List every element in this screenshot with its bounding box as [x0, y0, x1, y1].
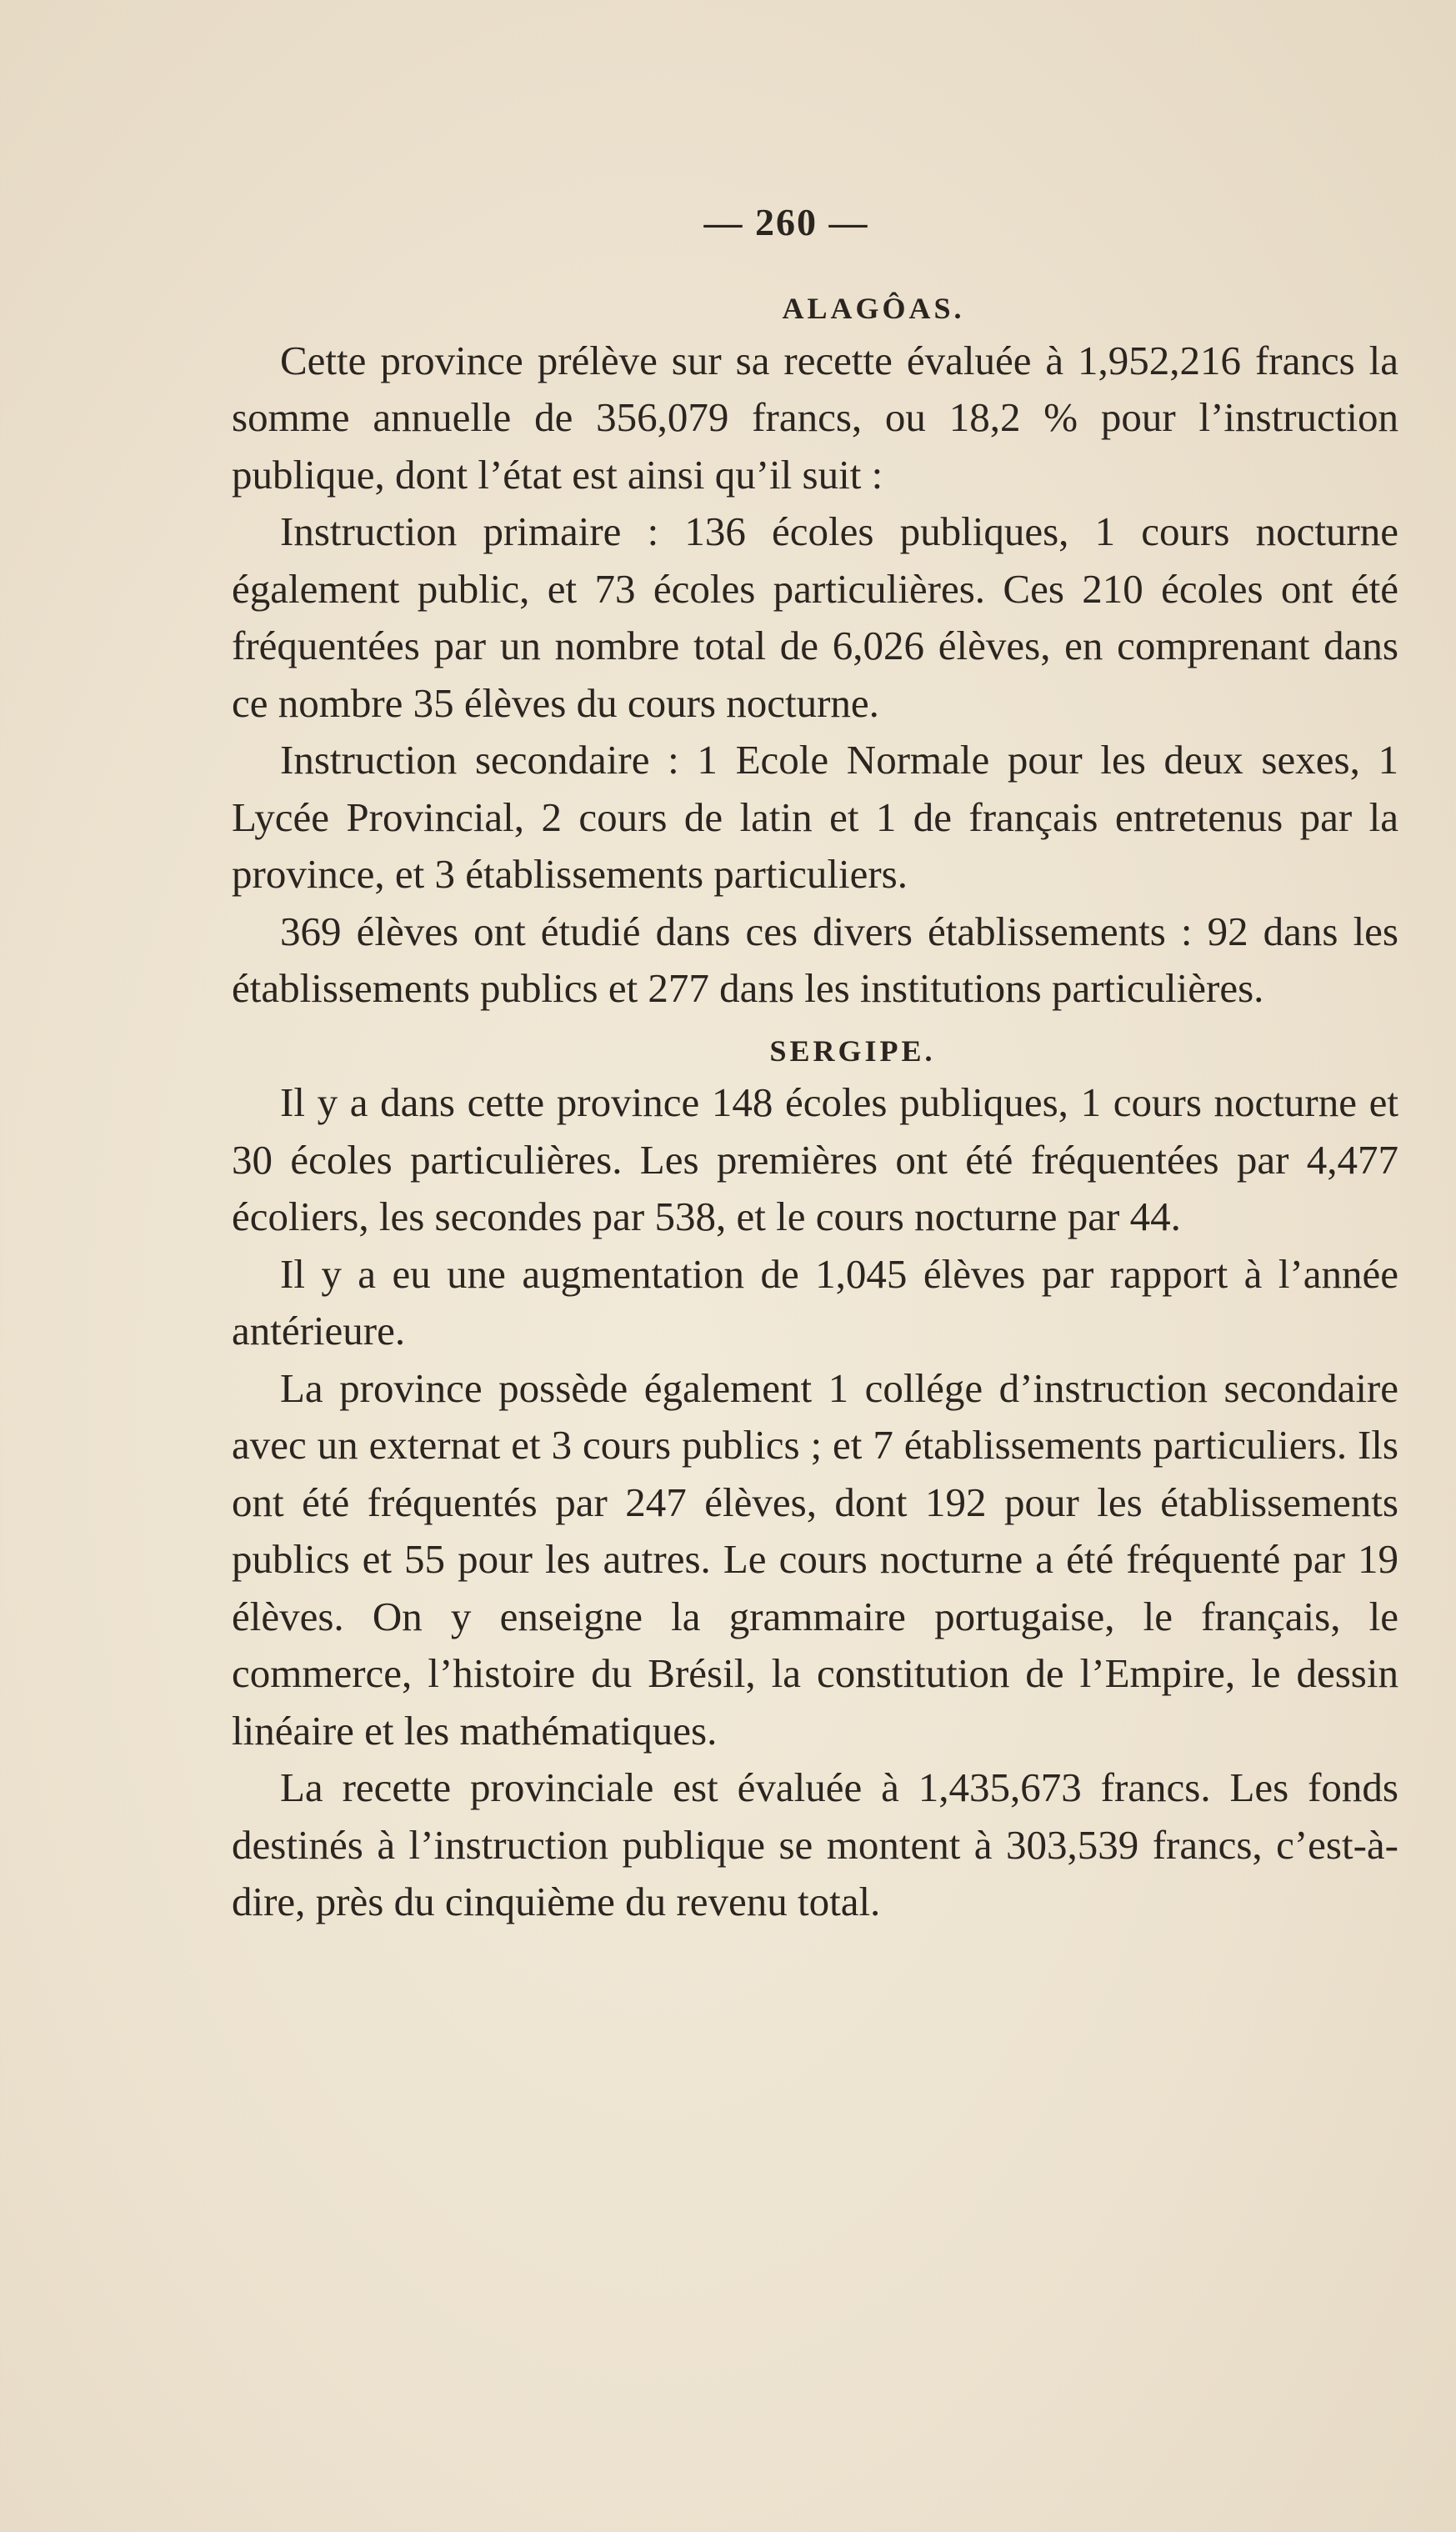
paragraph: Cette province prélève sur sa recette évaluée à 1,952,216 francs la somme annuelle de 356,079 francs, ou 18,2 % pour l’instruction publique, dont l’état est ainsi qu’il suit : [232, 337, 1398, 498]
paragraph: Instruction secondaire : 1 Ecole Normale pour les deux sexes, 1 Lycée Provincial, 2 cours de latin et 1 de français entretenus par la province, et 3 établissements particuliers. [232, 737, 1398, 897]
paragraph: 369 élèves ont étudié dans ces divers établissements : 92 dans les établissements publics et 277 dans les institutions particulières. [232, 908, 1398, 1011]
paragraph: La recette provinciale est évaluée à 1,435,673 francs. Les fonds destinés à l’instruction publique se montent à 303,539 francs, c’est-à-dire, près du cinquième du revenu total. [232, 1764, 1398, 1924]
paragraph: Instruction primaire : 136 écoles publiques, 1 cours nocturne également public, et 73 écoles particulières. Ces 210 écoles ont été fréquentées par un nombre total de 6,026 élèves, en comprenant dans ce nombre 35 élèves du cours nocturne. [232, 508, 1398, 726]
paragraph: Il y a dans cette province 148 écoles publiques, 1 cours nocturne et 30 écoles particulières. Les premières ont été fréquentées par 4,477 écoliers, les secondes par 538, et le cours nocturne par 44. [232, 1079, 1398, 1239]
page-body [232, 275, 1398, 1931]
paragraph: La province possède également 1 collége d’instruction secondaire avec un externat et 3 cours publics ; et 7 établissements particuliers. Ils ont été fréquentés par 247 élèves, dont 192 pour les établissements publics et 55 pour les autres. Le cours nocturne a été fréquenté par 19 élèves. On y enseigne la grammaire portugaise, le français, le commerce, l’histoire du Brésil, la constitution de l’Empire, le dessin linéaire et les mathématiques. [232, 1364, 1398, 1754]
section-heading-sergipe: SERGIPE. [769, 1033, 936, 1068]
section-heading-alagoas: ALAGÔAS. [782, 292, 965, 325]
paragraph: Il y a eu une augmentation de 1,045 élèves par rapport à l’année antérieure. [232, 1250, 1398, 1354]
page-number: — 260 — [703, 201, 869, 243]
